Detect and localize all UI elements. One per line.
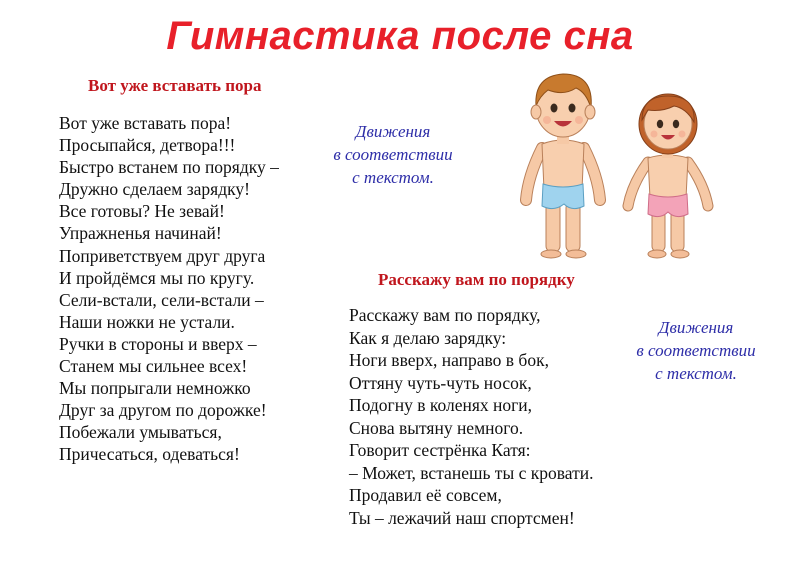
boy-figure — [526, 74, 600, 258]
poem1-line: Побежали умываться, — [59, 422, 222, 443]
movement-note-line: Движения — [355, 122, 431, 141]
poem1-line: Ручки в стороны и вверх – — [59, 333, 257, 354]
poem2-line: Расскажу вам по порядку, — [349, 305, 541, 325]
poem1-line: Вот уже вставать пора! — [59, 113, 232, 133]
movement-note-line: в соответствии — [636, 341, 756, 360]
poem1-line: Друг за другом по дорожке! — [59, 400, 267, 421]
poem2-text — [349, 304, 593, 529]
poem1-line: Наши ножки не устали. — [59, 311, 235, 332]
poem1-line: Просыпайся, детвора!!! — [59, 135, 236, 156]
movement-note — [308, 120, 478, 189]
movement-note — [611, 316, 781, 385]
poem1-line: Мы попрыгали немножко — [59, 378, 251, 399]
poem1-line: Поприветствуем друг друга — [59, 245, 266, 266]
poem1-line: Причесаться, одеваться! — [59, 444, 240, 465]
poem1-line: И пройдёмся мы по кругу. — [59, 267, 255, 288]
poem2-line: Ноги вверх, направо в бок, — [349, 350, 549, 370]
movement-note-line: с текстом. — [352, 168, 434, 187]
page-title: Гимнастика после сна — [166, 14, 634, 58]
poem1-line: Упражненья начинай! — [59, 223, 222, 244]
girl-figure — [628, 94, 708, 258]
poem2-line: Продавил её совсем, — [349, 485, 502, 505]
poem2-title: Расскажу вам по порядку — [378, 270, 575, 289]
poem2-line: Снова вытяну немного. — [349, 417, 524, 438]
poem2-line: Подогну в коленях ноги, — [349, 395, 533, 415]
movement-note-line: в соответствии — [333, 145, 453, 164]
poem1-line: Сели-встали, сели-встали – — [59, 289, 264, 310]
poem2-line: Говорит сестрёнка Катя: — [349, 440, 531, 460]
poem2-line: Ты – лежачий наш спортсмен! — [349, 507, 575, 528]
poem2-line: Оттяну чуть-чуть носок, — [349, 372, 532, 393]
poem2-line: – Может, встанешь ты с кровати. — [349, 462, 594, 483]
movement-note-line: с текстом. — [655, 364, 737, 383]
poem1-line: Станем мы сильнее всех! — [59, 356, 248, 377]
children-illustration — [514, 66, 724, 262]
poem2-line: Как я делаю зарядку: — [349, 327, 507, 348]
poem1-line: Быстро встанем по порядку – — [59, 157, 279, 178]
movement-note-line: Движения — [658, 318, 734, 337]
poem1-text — [59, 112, 279, 466]
poem1-title: Вот уже вставать пора — [88, 76, 262, 95]
poem1-line: Дружно сделаем зарядку! — [59, 179, 250, 200]
poem1-line: Все готовы? Не зевай! — [59, 201, 225, 222]
